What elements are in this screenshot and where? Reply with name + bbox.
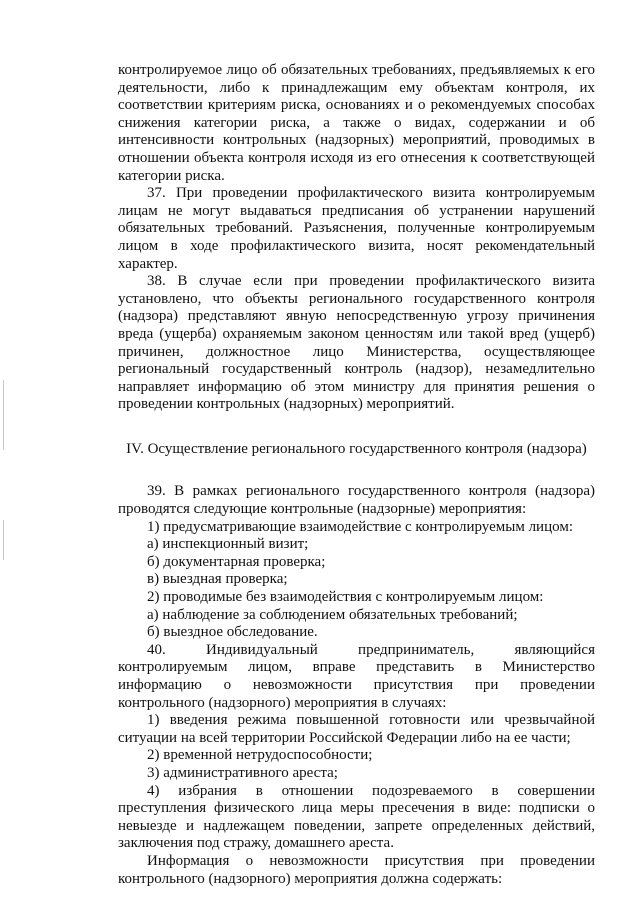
intro-paragraph: контролируемое лицо об обязательных требованиях, предъявляемых к его деятельности, либо к принадлежащим ему объектам контроля, их соответствии критериям риска, основаниях и о рекомендуемых способах снижения категории риска, а также о видах, содержании и об интенсивности контрольных (надзорных) мероприятий, проводимых в отношении объекта контроля исходя из его отнесения к соответствующей категории риска.: [118, 62, 595, 184]
paragraph-38: 38. В случае если при проведении профилактического визита установлено, что объекты регионального государственного контроля (надзора) представляют явную непосредственную угрозу причинения вреда (ущерба) охраняемым законом ценностям или такой вред (ущерб) причинен, должностное лицо Министерства, осуществляющее региональный государственный контроль (надзор), незамедлительно направляет информацию об этом министру для принятия решения о проведении контрольных (надзорных) мероприятий.: [118, 273, 595, 413]
list-item: б) выездное обследование.: [147, 624, 318, 641]
section-heading: IV. Осуществление регионального государственного контроля (надзора): [126, 440, 587, 457]
list-item: 1) введения режима повышенной готовности или чрезвычайной ситуации на всей территории Российской Федерации либо на ее части;: [118, 712, 595, 746]
list-item: б) документарная проверка;: [147, 553, 326, 570]
list-item: в) выездная проверка;: [147, 571, 288, 588]
paragraph-37: 37. При проведении профилактического визита контролируемым лицам не могут выдаваться предписания об устранении нарушений обязательных требований. Разъяснения, полученные контролируемым лицом в ходе профилактического визита, носят рекомендательный характер.: [118, 185, 595, 272]
list-item: 4) избрания в отношении подозреваемого в совершении преступления физического лица меры пресечения в виде: подписки о невыезде и надлежащем поведении, запрете определенных действий, заключения под стражу, домашнего ареста.: [118, 782, 595, 852]
paragraph-40: 40. Индивидуальный предприниматель, являющийся контролируемым лицом, вправе представить в Министерство информацию о невозможности присутствия при проведении контрольного (надзорного) мероприятия в случаях:: [118, 641, 595, 711]
paragraph-39: 39. В рамках регионального государственного контроля (надзора) проводятся следующие контрольные (надзорные) мероприятия:: [118, 483, 595, 518]
list-item: а) наблюдение за соблюдением обязательных требований;: [147, 606, 518, 623]
list-item: 3) административного ареста;: [147, 764, 338, 781]
list-item: 1) предусматривающие взаимодействие с контролируемым лицом:: [147, 518, 573, 535]
list-item: 2) проводимые без взаимодействия с контролируемым лицом:: [147, 589, 544, 606]
scan-edge-mark: [3, 520, 4, 560]
document-page: [118, 62, 595, 888]
scan-edge-mark: [3, 380, 4, 450]
closing-paragraph: Информация о невозможности присутствия при проведении контрольного (надзорного) мероприятия должна содержать:: [118, 852, 595, 887]
list-item: 2) временной нетрудоспособности;: [147, 747, 373, 764]
list-item: а) инспекционный визит;: [147, 536, 309, 553]
